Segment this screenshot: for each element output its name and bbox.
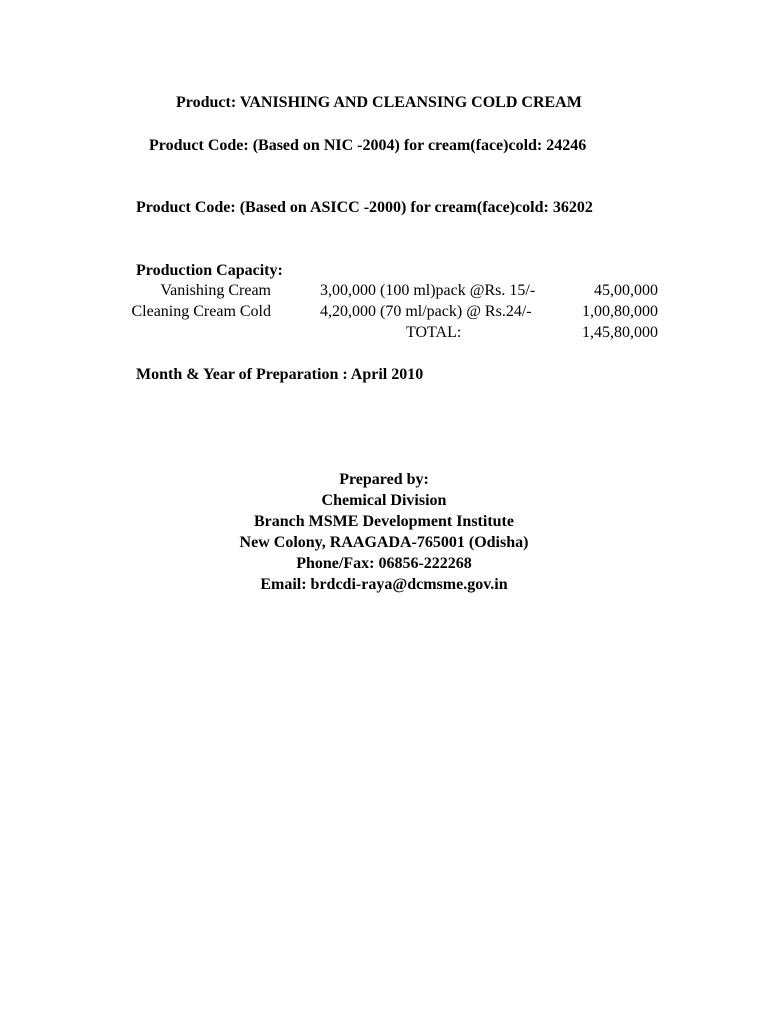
institute-name: Branch MSME Development Institute (254, 513, 514, 530)
institute-address: New Colony, RAAGADA-765001 (Odisha) (239, 534, 529, 551)
capacity-product-name: Vanishing Cream (160, 282, 271, 299)
capacity-quantity: 4,20,000 (70 ml/pack) @ Rs.24/- (320, 303, 532, 320)
prepared-by-label: Prepared by: (339, 471, 429, 488)
capacity-amount: 45,00,000 (594, 282, 658, 299)
capacity-total-row (0, 323, 768, 343)
capacity-row (0, 302, 768, 322)
capacity-total-label: TOTAL: (406, 324, 462, 341)
division-name: Chemical Division (321, 492, 447, 509)
preparation-date: Month & Year of Preparation : April 2010 (136, 366, 424, 383)
capacity-total-amount: 1,45,80,000 (582, 324, 658, 341)
capacity-quantity: 3,00,000 (100 ml)pack @Rs. 15/- (320, 282, 536, 299)
product-title: Product: VANISHING AND CLEANSING COLD CREAM (176, 94, 582, 111)
asicc-product-code: Product Code: (Based on ASICC -2000) for cream(face)cold: 36202 (136, 199, 593, 216)
phone-fax: Phone/Fax: 06856-222268 (296, 555, 472, 572)
nic-product-code: Product Code: (Based on NIC -2004) for cream(face)cold: 24246 (149, 137, 587, 154)
email-address: Email: brdcdi-raya@dcmsme.gov.in (260, 576, 508, 593)
capacity-row (0, 281, 768, 301)
capacity-amount: 1,00,80,000 (582, 303, 658, 320)
capacity-product-name: Cleaning Cream Cold (131, 303, 271, 320)
production-capacity-heading: Production Capacity: (136, 262, 283, 279)
